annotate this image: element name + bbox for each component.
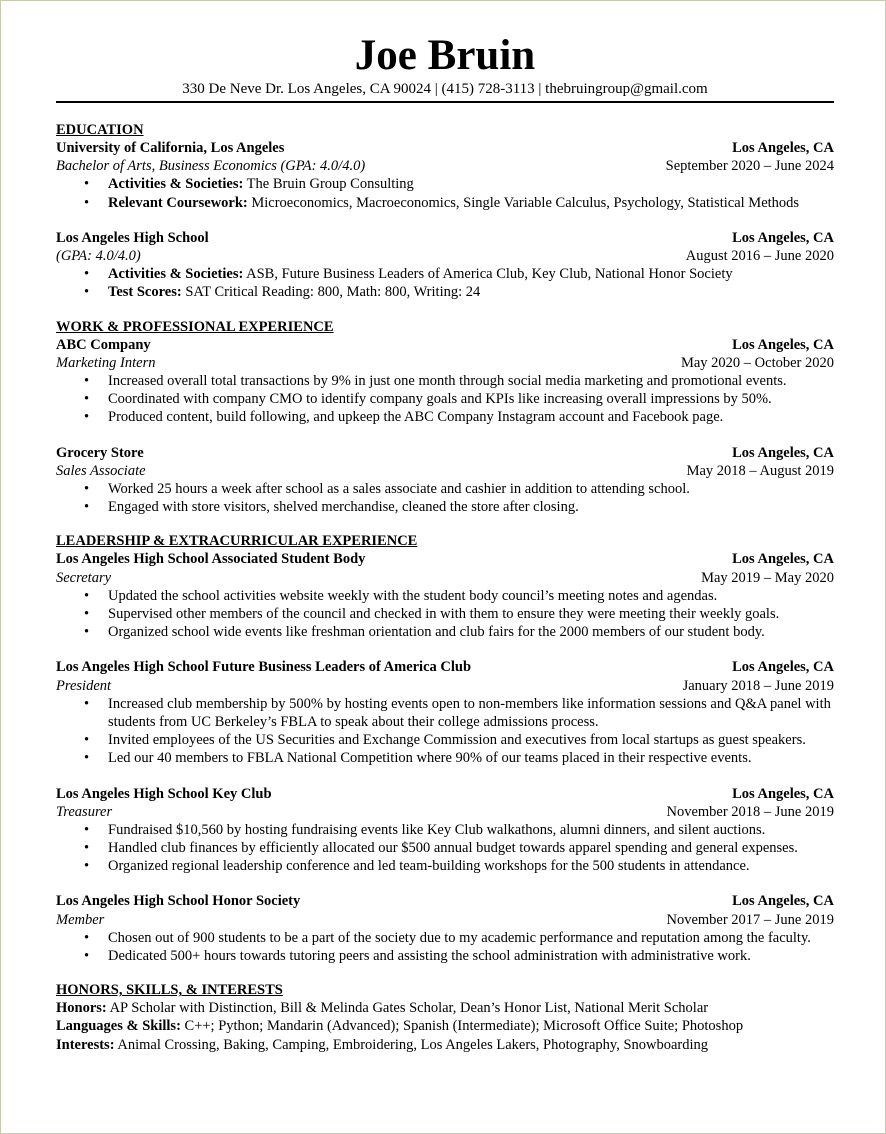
bullet-item: • Worked 25 hours a week after school as a sales associate and cashier in addition to attending school. <box>108 480 834 498</box>
entry-org: Los Angeles High School Key Club <box>56 785 272 802</box>
entry-subtitle: President <box>56 677 112 694</box>
entry-dates: November 2017 – June 2019 <box>666 911 834 928</box>
entry-location: Los Angeles, CA <box>732 551 834 568</box>
bullet-item: • Organized school wide events like freshman orientation and club fairs for the 2000 members of our student body. <box>108 623 834 641</box>
section-title-education: EDUCATION <box>56 122 144 138</box>
contact-line: 330 De Neve Dr. Los Angeles, CA 90024 | (415) 728-3113 | thebruingroup@gmail.com <box>182 81 708 97</box>
bullet-item: • Fundraised $10,560 by hosting fundraising events like Key Club walkathons, alumni dinners, and silent auctions. <box>108 821 834 839</box>
entry-dates: May 2018 – August 2019 <box>686 462 834 479</box>
bullet-item: • Relevant Coursework: Microeconomics, Macroeconomics, Single Variable Calculus, Psychology, Statistical Methods <box>108 194 834 212</box>
leadership-entry <box>56 785 834 876</box>
entry-org: Grocery Store <box>56 444 144 461</box>
bullet-item: • Activities & Societies: The Bruin Group Consulting <box>108 175 834 193</box>
entry-location: Los Angeles, CA <box>732 659 834 676</box>
bullet-item: • Increased overall total transactions by 9% in just one month through social media marketing and promotional events. <box>108 372 834 390</box>
entry-org: Los Angeles High School Future Business Leaders of America Club <box>56 659 472 676</box>
entry-location: Los Angeles, CA <box>732 785 834 802</box>
entry-location: Los Angeles, CA <box>732 229 834 246</box>
work-entry <box>56 444 834 517</box>
bullet-item: • Supervised other members of the council and checked in with them to ensure they were meeting their weekly goals. <box>108 605 834 623</box>
bullet-item: • Invited employees of the US Securities and Exchange Commission and executives from local startups as guest speakers. <box>108 731 834 749</box>
bullet-item: • Led our 40 members to FBLA National Competition where 90% of our teams placed in their respective events. <box>108 749 834 767</box>
leadership-entry <box>56 892 834 965</box>
leadership-entry <box>56 658 834 767</box>
bullet-item: • Engaged with store visitors, shelved merchandise, cleaned the store after closing. <box>108 498 834 516</box>
work-entry <box>56 336 834 427</box>
bullet-item: • Updated the school activities website weekly with the student body council’s meeting notes and agendas. <box>108 587 834 605</box>
section-title-work: WORK & PROFESSIONAL EXPERIENCE <box>56 318 334 335</box>
bullet-item: • Chosen out of 900 students to be a part of the society due to my academic performance and reputation among the faculty. <box>108 929 834 947</box>
entry-org: University of California, Los Angeles <box>56 140 285 156</box>
skills-line: Languages & Skills: C++; Python; Mandarin (Advanced); Spanish (Intermediate); Microsoft Office Suite; Photoshop <box>56 1018 744 1035</box>
entry-dates: September 2020 – June 2024 <box>665 158 834 175</box>
bullet-item: • Handled club finances by efficiently allocated our $500 annual budget towards apparel spending and general expenses. <box>108 839 834 857</box>
bullet-item: • Increased club membership by 500% by hosting events open to non-members like information sessions and Q&A panel with students from UC Berkeley’s FBLA to speak about their college admissions process. <box>108 695 834 731</box>
entry-dates: August 2016 – June 2020 <box>685 247 834 264</box>
entry-subtitle: Member <box>56 911 105 928</box>
entry-location: Los Angeles, CA <box>732 893 834 910</box>
header-divider <box>56 101 834 103</box>
entry-subtitle: Marketing Intern <box>56 354 156 371</box>
entry-subtitle: (GPA: 4.0/4.0) <box>56 247 141 264</box>
entry-org: Los Angeles High School <box>56 229 209 246</box>
entry-org: ABC Company <box>56 336 151 353</box>
section-title-leadership: LEADERSHIP & EXTRACURRICULAR EXPERIENCE <box>56 533 418 550</box>
education-entry <box>56 139 834 212</box>
section-title-honors: HONORS, SKILLS, & INTERESTS <box>56 982 283 999</box>
bullet-item: • Dedicated 500+ hours towards tutoring peers and assisting the school administration with administrative work. <box>108 947 834 965</box>
entry-subtitle: Secretary <box>56 569 112 586</box>
bullet-item: • Test Scores: SAT Critical Reading: 800, Math: 800, Writing: 24 <box>108 283 834 301</box>
bullet-item: • Coordinated with company CMO to identify company goals and KPIs like increasing overall impressions by 50%. <box>108 390 834 408</box>
entry-location: Los Angeles, CA <box>732 140 834 156</box>
entry-location: Los Angeles, CA <box>732 444 834 461</box>
bullet-item: • Organized regional leadership conference and led team-building workshops for the 500 students in attendance. <box>108 857 834 875</box>
entry-org: Los Angeles High School Associated Student Body <box>56 551 366 568</box>
education-entry <box>56 229 834 302</box>
entry-dates: May 2020 – October 2020 <box>680 354 834 371</box>
leadership-entry <box>56 550 834 641</box>
bullet-item: • Activities & Societies: ASB, Future Business Leaders of America Club, Key Club, National Honor Society <box>108 265 834 283</box>
bullet-item: • Produced content, build following, and upkeep the ABC Company Instagram account and Facebook page. <box>108 408 834 426</box>
entry-subtitle: Bachelor of Arts, Business Economics (GPA: 4.0/4.0) <box>56 158 366 175</box>
entry-dates: January 2018 – June 2019 <box>682 677 834 694</box>
entry-subtitle: Treasurer <box>56 803 113 820</box>
entry-location: Los Angeles, CA <box>732 336 834 353</box>
entry-dates: May 2019 – May 2020 <box>701 569 834 586</box>
resume-name: Joe Bruin <box>354 32 536 79</box>
honors-line: Honors: AP Scholar with Distinction, Bill & Melinda Gates Scholar, Dean’s Honor List, National Merit Scholar <box>56 1000 709 1017</box>
entry-subtitle: Sales Associate <box>56 462 146 479</box>
resume-body <box>56 121 834 1054</box>
entry-org: Los Angeles High School Honor Society <box>56 893 301 910</box>
entry-dates: November 2018 – June 2019 <box>666 803 834 820</box>
interests-line: Interests: Animal Crossing, Baking, Camping, Embroidering, Los Angeles Lakers, Photography, Snowboarding <box>56 1036 709 1053</box>
